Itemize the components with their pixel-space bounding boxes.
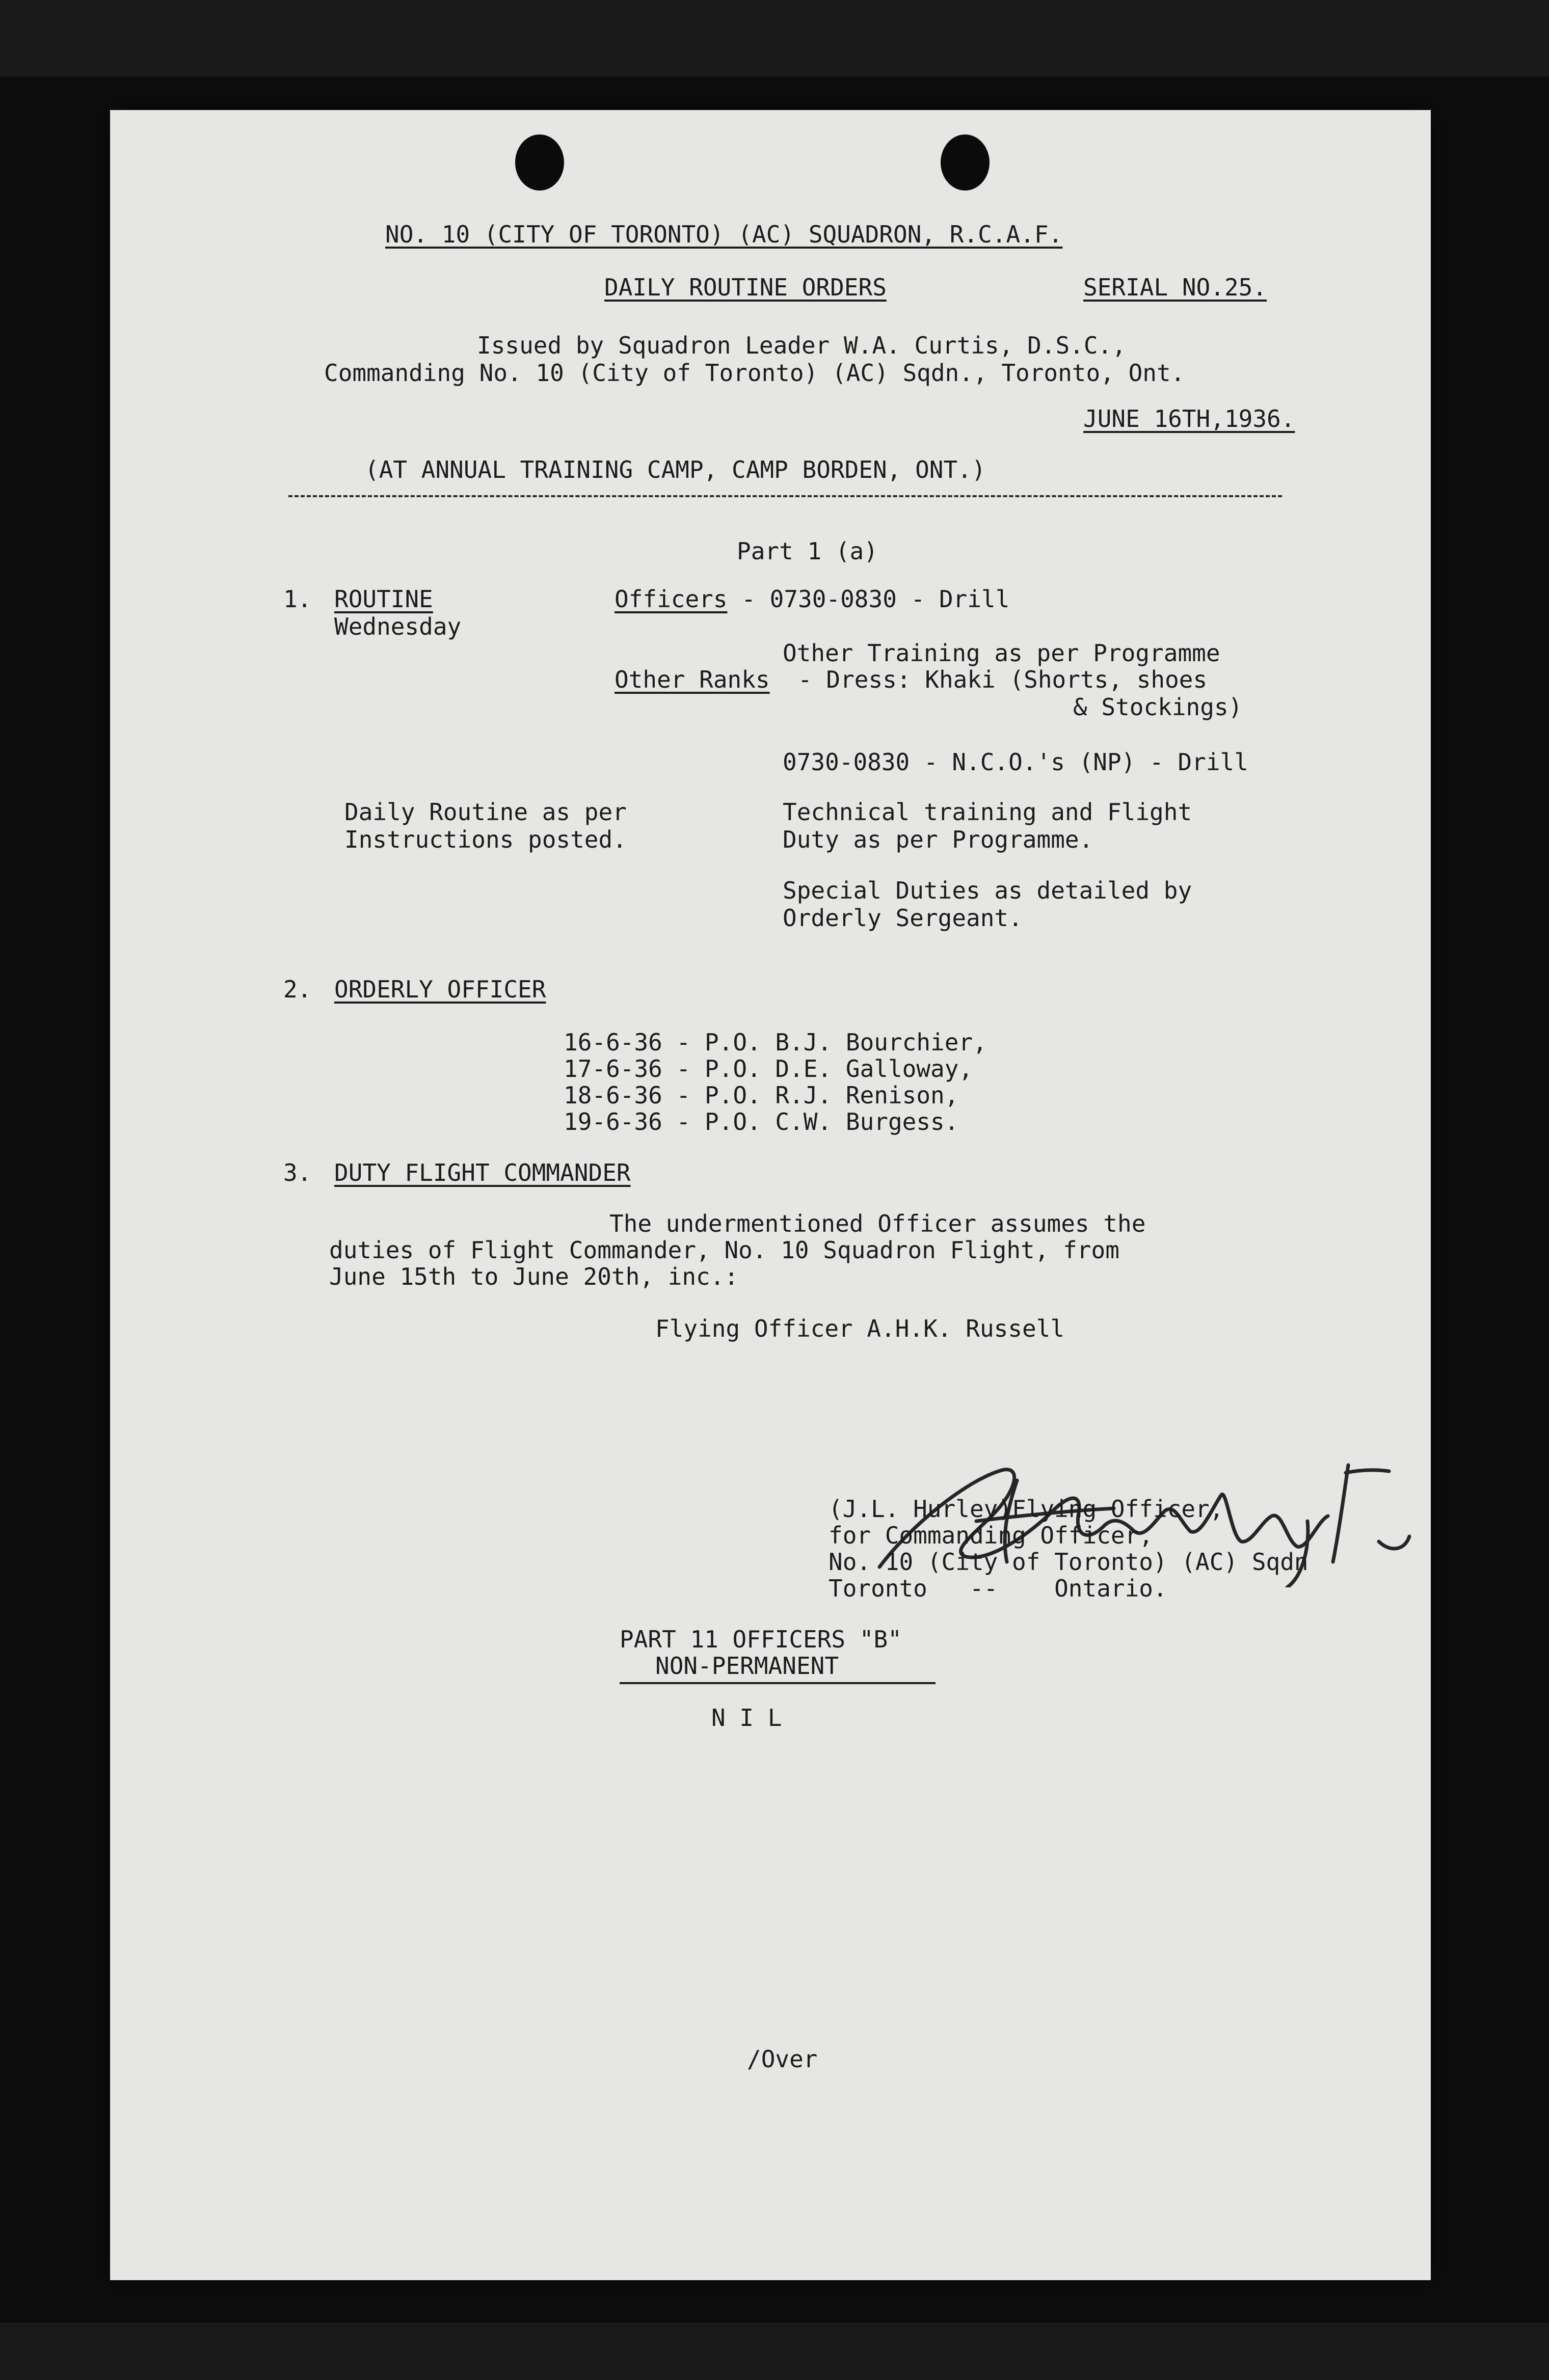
routine-label: ROUTINE [334, 585, 433, 613]
orderly-officer-label: ORDERLY OFFICER [334, 976, 546, 1003]
other-ranks-label: Other Ranks [615, 666, 770, 693]
section-divider [288, 495, 1282, 497]
issued-by-line1: Issued by Squadron Leader W.A. Curtis, D.S.C., [477, 332, 1126, 359]
item2-number: 2. [283, 976, 312, 1003]
nco-drill: 0730-0830 - N.C.O.'s (NP) - Drill [783, 748, 1248, 776]
orderly-entry: 18-6-36 - P.O. R.J. Renison, [564, 1081, 959, 1109]
orderly-entry: 17-6-36 - P.O. D.E. Galloway, [564, 1055, 973, 1083]
over-note: /Over [747, 2045, 818, 2073]
other-ranks-line [615, 666, 1207, 693]
technical-line2: Duty as per Programme. [783, 826, 1093, 853]
signature-unit-line: No. 10 (City of Toronto) (AC) Sqdn [829, 1548, 1308, 1576]
orderly-entry: 16-6-36 - P.O. B.J. Bourchier, [564, 1029, 987, 1056]
order-date: JUNE 16TH,1936. [1083, 405, 1295, 432]
camp-line: (AT ANNUAL TRAINING CAMP, CAMP BORDEN, ONT.) [365, 456, 986, 483]
part2-heading: PART 11 OFFICERS "B" [620, 1626, 902, 1653]
film-rail-top [0, 0, 1549, 76]
issued-by-line2: Commanding No. 10 (City of Toronto) (AC) Sqdn., Toronto, Ont. [324, 359, 1185, 387]
routine-day: Wednesday [334, 613, 462, 640]
special-duties-line2: Orderly Sergeant. [783, 904, 1023, 932]
daily-routine-line2: Instructions posted. [344, 826, 627, 853]
part1-heading: Part 1 (a) [737, 537, 878, 565]
other-ranks-dress: - Dress: Khaki (Shorts, shoes [769, 666, 1208, 693]
other-training: Other Training as per Programme [783, 639, 1220, 667]
document-page [110, 110, 1431, 2280]
squadron-heading: NO. 10 (CITY OF TORONTO) (AC) SQUADRON, R.C.A.F. [385, 221, 1063, 248]
part2-subheading: NON-PERMANENT [655, 1652, 839, 1680]
part2-nil: N I L [711, 1704, 782, 1732]
officers-line [615, 586, 1009, 612]
daily-routine-line1: Daily Routine as per [344, 798, 627, 826]
punch-hole-left [515, 134, 564, 191]
signature-location-line: Toronto -- Ontario. [829, 1575, 1167, 1602]
orderly-entry: 19-6-36 - P.O. C.W. Burgess. [564, 1108, 959, 1135]
orders-title: DAILY ROUTINE ORDERS [604, 274, 887, 301]
duty-flight-line2: duties of Flight Commander, No. 10 Squadron Flight, from [329, 1236, 1119, 1264]
duty-flight-line3: June 15th to June 20th, inc.: [329, 1263, 739, 1290]
part2-rule [620, 1682, 936, 1684]
stockings-line: & Stockings) [1073, 693, 1243, 721]
duty-flight-label: DUTY FLIGHT COMMANDER [334, 1159, 631, 1186]
officers-label: Officers [615, 585, 728, 613]
serial-number: SERIAL NO.25. [1083, 274, 1267, 301]
signature-name-line: (J.L. Hurley)Flying Officer, [829, 1495, 1224, 1523]
duty-flight-officer: Flying Officer A.H.K. Russell [655, 1315, 1065, 1342]
technical-line1: Technical training and Flight [783, 798, 1192, 826]
special-duties-line1: Special Duties as detailed by [783, 877, 1192, 904]
duty-flight-line1: The undermentioned Officer assumes the [609, 1210, 1146, 1237]
officers-drill: - 0730-0830 - Drill [727, 585, 1010, 613]
punch-hole-right [941, 134, 990, 191]
item3-number: 3. [283, 1159, 312, 1186]
signature-for-line: for Commanding Officer, [829, 1522, 1153, 1549]
film-rail-bottom [0, 2323, 1549, 2380]
item1-number: 1. [283, 585, 312, 613]
